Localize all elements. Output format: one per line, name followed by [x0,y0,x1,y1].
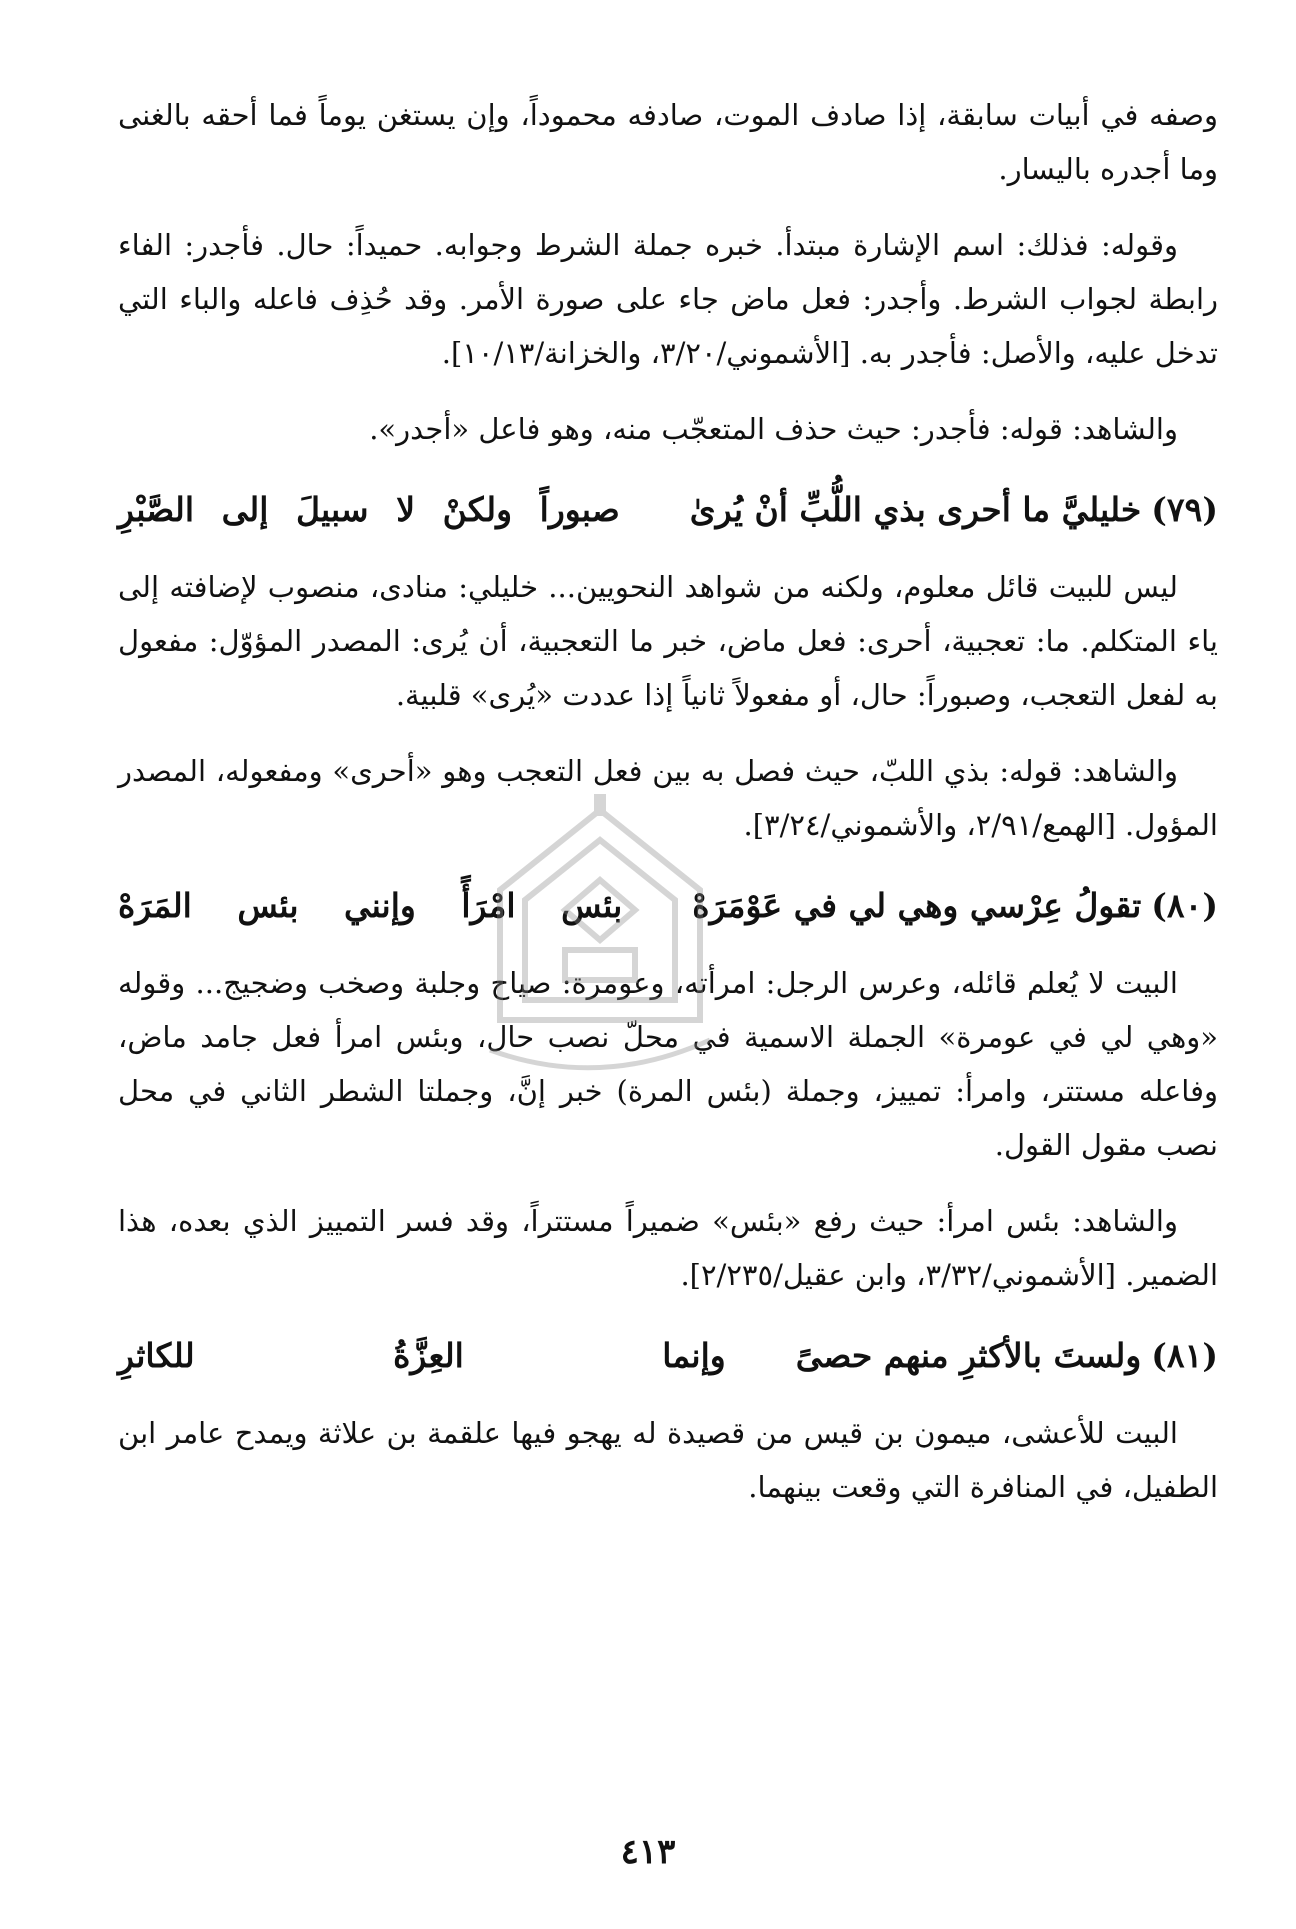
verse-79 [118,478,1218,542]
paragraph: وصفه في أبيات سابقة، إذا صادف الموت، صادفه محموداً، وإن يستغن يوماً فما أحقه بالغنى وما أجدره باليسار. [118,98,1218,186]
verse-number: (٨١) [1151,1336,1218,1375]
verse-hemistich-first: ولستَ بالأكثرِ منهم حصىً [795,1336,1142,1375]
verse-hemistich-second: صبوراً ولكنْ لا سبيلَ إلى الصَّبْرِ [118,490,620,529]
paragraph: والشاهد: قوله: بذي اللبّ، حيث فصل به بين فعل التعجب وهو «أحرى» ومفعوله، المصدر المؤول. [الهمع/٢/٩١، والأشموني/٣/٢٤]. [118,754,1218,842]
verse-number: (٧٩) [1151,490,1218,529]
verse-hemistich-second: بئس امْرَأً وإنني بئس المَرَهْ [118,886,623,925]
paragraph: ليس للبيت قائل معلوم، ولكنه من شواهد النحويين... خليلي: منادى، منصوب لإضافته إلى ياء المتكلم. ما: تعجبية، أحرى: فعل ماض، خبر ما التعجبية، أن يُرى: المصدر المؤوّل: مفعول به لفعل التعجب، وصبوراً: حال، أو مفعولاً ثانياً إذا عددت «يُرى» قلبية. [118,570,1218,712]
verse-81 [118,1324,1218,1388]
paragraph: والشاهد: بئس امرأ: حيث رفع «بئس» ضميراً مستتراً، وقد فسر التمييز الذي بعده، هذا الضمير. [الأشموني/٣/٣٢، وابن عقيل/٢/٢٣٥]. [118,1204,1218,1292]
paragraph: البيت لا يُعلم قائله، وعرس الرجل: امرأته، وعومرة: صياح وجلبة وصخب وضجيج... وقوله «وهي لي في عومرة» الجملة الاسمية في محلّ نصب حال، وبئس امرأ فعل جامد ماض، وفاعله مستتر، وامرأ: تمييز، وجملة (بئس المرة) خبر إنَّ، وجملتا الشطر الثاني في محل نصب مقول القول. [118,966,1218,1162]
verse-hemistich-first: خليليَّ ما أحرى بذي اللُّبِّ أنْ يُرىٰ [689,490,1142,529]
verse-number: (٨٠) [1151,886,1218,925]
paragraph: البيت للأعشى، ميمون بن قيس من قصيدة له يهجو فيها علقمة بن علاثة ويمدح عامر ابن الطفيل، في المنافرة التي وقعت بينهما. [118,1416,1218,1504]
verse-hemistich-second: وإنما العِزَّةُ للكاثرِ [118,1336,726,1375]
paragraph: وقوله: فذلك: اسم الإشارة مبتدأ. خبره جملة الشرط وجوابه. حميداً: حال. فأجدر: الفاء رابطة لجواب الشرط. وأجدر: فعل ماض جاء على صورة الأمر. وقد حُذِف فاعله والباء التي تدخل عليه، والأصل: فأجدر به. [الأشموني/٣/٢٠، والخزانة/١٠/١٣]. [118,228,1218,370]
page-number: ٤١٣ [620,1832,676,1872]
library-seal-icon [470,790,730,1090]
paragraph: والشاهد: قوله: فأجدر: حيث حذف المتعجّب منه، وهو فاعل «أجدر». [369,412,1178,446]
verse-hemistich-first: تقولُ عِرْسي وهي لي في عَوْمَرَهْ [692,886,1142,925]
